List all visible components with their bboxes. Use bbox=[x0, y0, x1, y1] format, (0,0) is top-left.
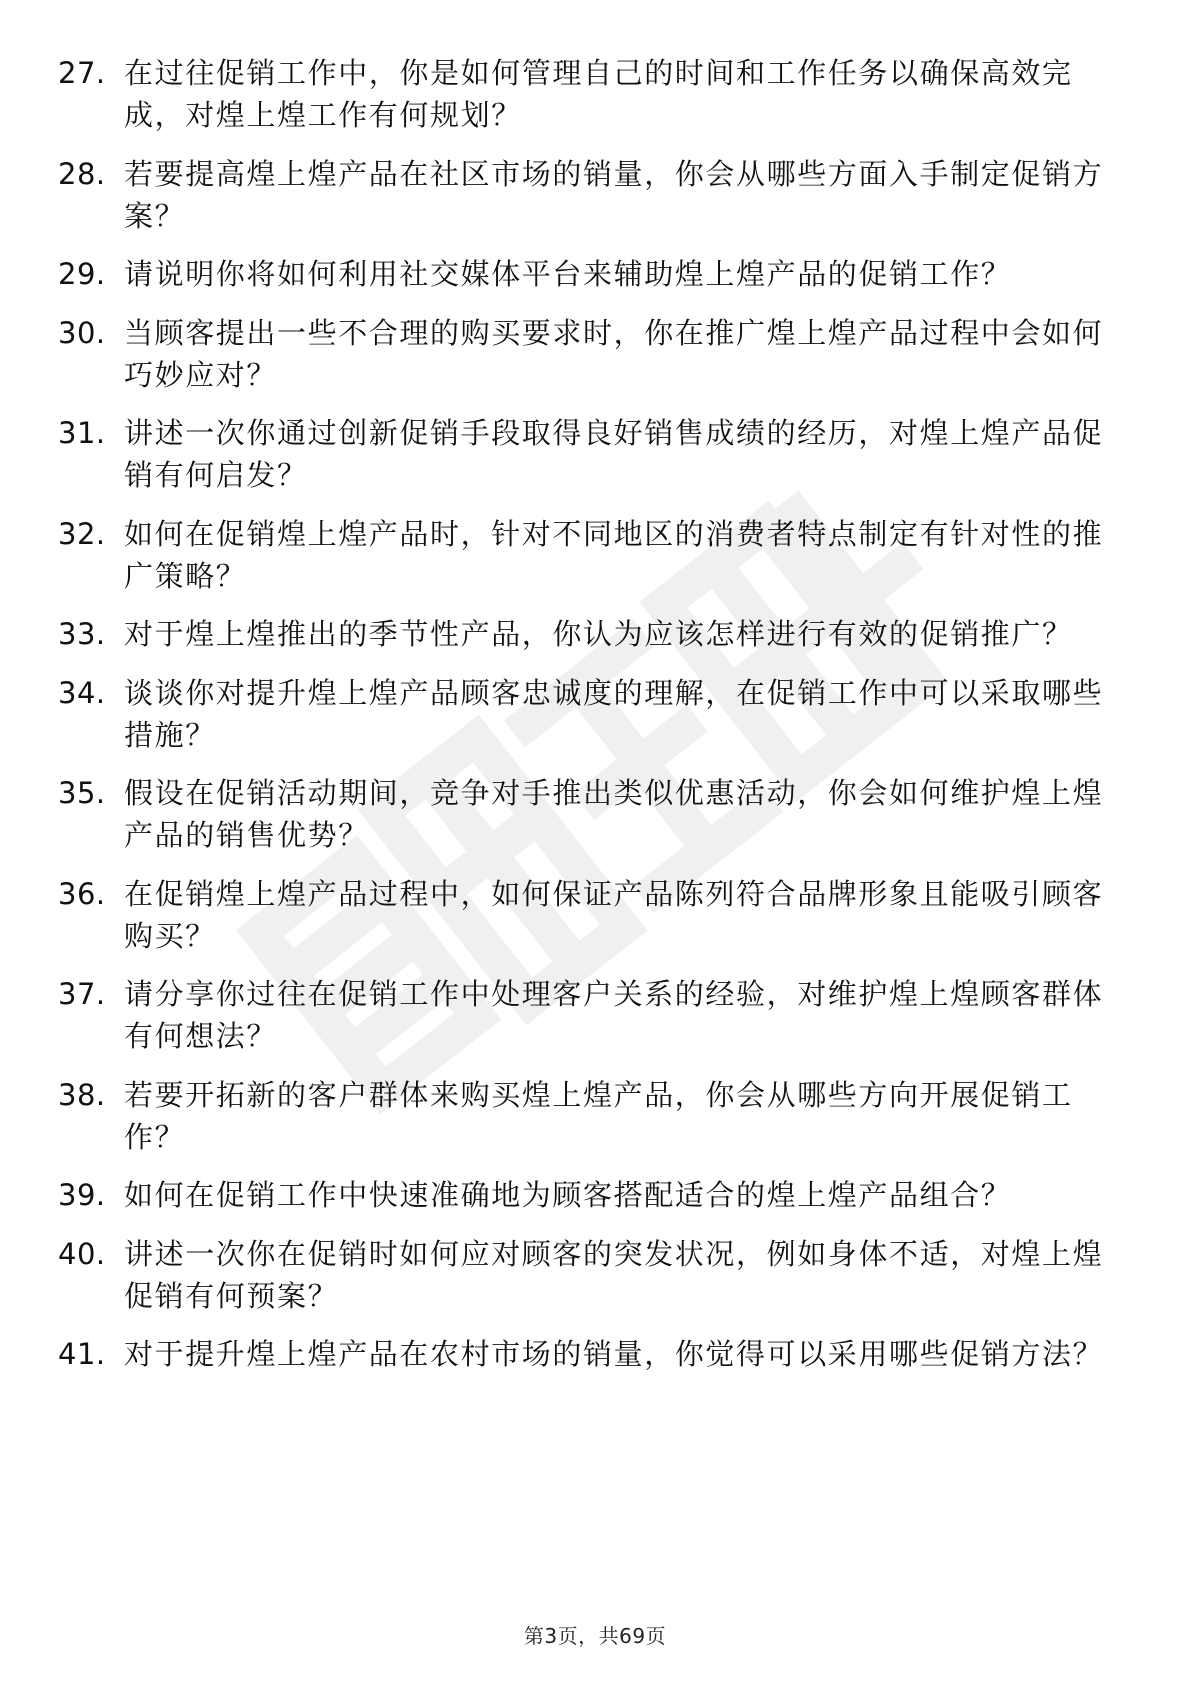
question-number: 41. bbox=[58, 1337, 106, 1371]
question-item bbox=[58, 973, 1118, 1057]
question-number: 40. bbox=[58, 1236, 106, 1271]
question-item bbox=[58, 672, 1118, 756]
question-number: 36. bbox=[58, 876, 106, 911]
question-text: 谈谈你对提升煌上煌产品顾客忠诚度的理解，在促销工作中可以采取哪些措施？ bbox=[124, 675, 1104, 752]
question-text: 如何在促销煌上煌产品时，针对不同地区的消费者特点制定有针对性的推广策略？ bbox=[124, 516, 1104, 593]
question-text: 若要开拓新的客户群体来购买煌上煌产品，你会从哪些方向开展促销工作？ bbox=[124, 1077, 1073, 1154]
question-text: 请分享你过往在促销工作中处理客户关系的经验，对维护煌上煌顾客群体有何想法？ bbox=[124, 977, 1104, 1053]
question-number: 35. bbox=[58, 776, 106, 810]
question-item bbox=[58, 1074, 1118, 1158]
question-number: 38. bbox=[58, 1077, 106, 1112]
question-text: 对于提升煌上煌产品在农村市场的销量，你觉得可以采用哪些促销方法？ bbox=[124, 1337, 1104, 1371]
question-number: 30. bbox=[58, 315, 106, 350]
question-text: 当顾客提出一些不合理的购买要求时，你在推广煌上煌产品过程中会如何巧妙应对？ bbox=[124, 315, 1104, 392]
question-number: 32. bbox=[58, 516, 106, 551]
question-text: 讲述一次你通过创新促销手段取得良好销售成绩的经历，对煌上煌产品促销有何启发？ bbox=[124, 416, 1104, 492]
question-number: 39. bbox=[58, 1178, 106, 1212]
question-text: 在促销煌上煌产品过程中，如何保证产品陈列符合品牌形象且能吸引顾客购买？ bbox=[124, 876, 1104, 953]
question-list bbox=[58, 52, 1118, 1392]
question-text: 如何在促销工作中快速准确地为顾客搭配适合的煌上煌产品组合？ bbox=[124, 1178, 1012, 1212]
question-item bbox=[58, 873, 1118, 957]
question-number: 27. bbox=[58, 56, 106, 90]
question-item bbox=[58, 253, 1118, 295]
question-number: 33. bbox=[58, 617, 106, 651]
question-item bbox=[58, 1333, 1118, 1375]
page-footer bbox=[0, 1622, 1190, 1650]
question-item bbox=[58, 772, 1118, 856]
question-item bbox=[58, 52, 1118, 136]
question-item bbox=[58, 412, 1118, 496]
question-text: 假设在促销活动期间，竞争对手推出类似优惠活动，你会如何维护煌上煌产品的销售优势？ bbox=[124, 776, 1104, 852]
question-number: 34. bbox=[58, 675, 106, 710]
question-item bbox=[58, 513, 1118, 597]
question-number: 37. bbox=[58, 977, 106, 1011]
question-text: 请说明你将如何利用社交媒体平台来辅助煌上煌产品的促销工作？ bbox=[124, 257, 1012, 291]
question-text: 在过往促销工作中，你是如何管理自己的时间和工作任务以确保高效完成，对煌上煌工作有何规划？ bbox=[124, 56, 1073, 132]
question-number: 29. bbox=[58, 257, 106, 291]
question-item bbox=[58, 153, 1118, 237]
page-number-label: 第3页，共69页 bbox=[523, 1624, 667, 1648]
question-text: 对于煌上煌推出的季节性产品，你认为应该怎样进行有效的促销推广？ bbox=[124, 617, 1073, 651]
question-number: 31. bbox=[58, 416, 106, 450]
question-item bbox=[58, 312, 1118, 396]
question-text: 若要提高煌上煌产品在社区市场的销量，你会从哪些方面入手制定促销方案？ bbox=[124, 156, 1104, 233]
question-item bbox=[58, 613, 1118, 655]
question-item bbox=[58, 1174, 1118, 1216]
question-number: 28. bbox=[58, 156, 106, 191]
question-text: 讲述一次你在促销时如何应对顾客的突发状况，例如身体不适，对煌上煌促销有何预案？ bbox=[124, 1236, 1104, 1313]
question-item bbox=[58, 1233, 1118, 1317]
